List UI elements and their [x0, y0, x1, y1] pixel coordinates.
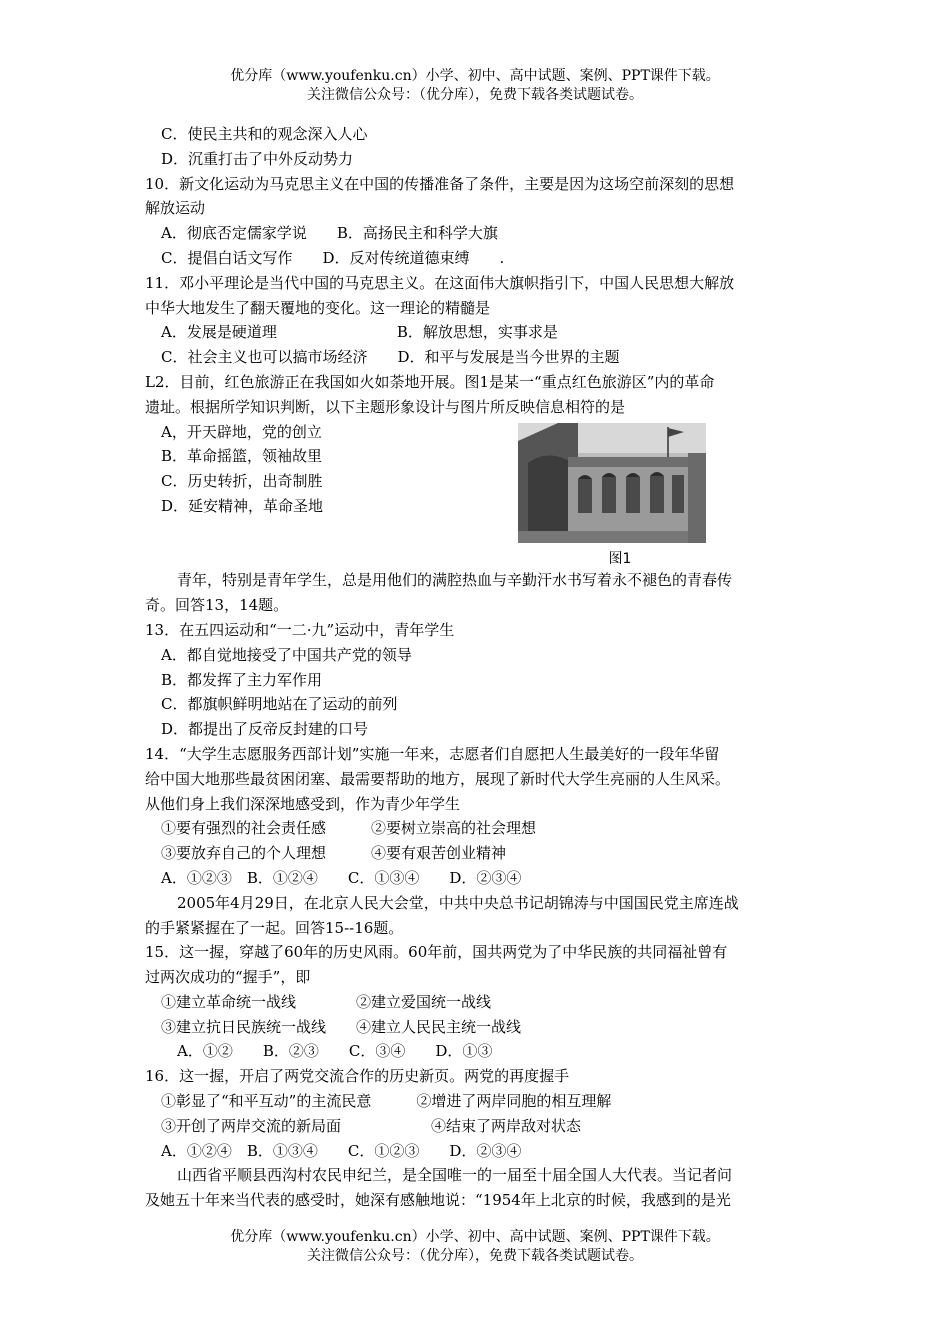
text-line: ①要有强烈的社会责任感 ②要树立崇高的社会理想: [161, 819, 537, 838]
text-line: 2005年4月29日，在北京人民大会堂，中共中央总书记胡锦涛与中国国民党主席连战: [177, 893, 739, 912]
footer-line-2: 关注微信公众号：（优分库），免费下载各类试题试卷。: [307, 1248, 643, 1264]
text-line: B．革命摇篮，领袖故里: [161, 447, 323, 466]
text-line: ①彰显了“和平互动”的主流民意 ②增进了两岸同胞的相互理解: [161, 1092, 612, 1111]
text-line: ③要放弃自己的个人理想 ④要有艰苦创业精神: [161, 844, 507, 863]
text-line: D．都提出了反帝反封建的口号: [161, 720, 369, 739]
page-header: [0, 67, 950, 105]
text-line: A．都自觉地接受了中国共产党的领导: [161, 645, 412, 664]
header-line-1: 优分库（www.youfenku.cn）小学、初中、高中试题、案例、PPT课件下载。: [230, 68, 720, 84]
text-line: B．都发挥了主力军作用: [161, 670, 323, 689]
text-line: 给中国大地那些最贫困闭塞、最需要帮助的地方，展现了新时代大学生亮丽的人生风采。: [145, 769, 731, 788]
text-line: C．使民主共和的观念深入人心: [161, 125, 368, 143]
exam-content: [145, 122, 810, 1213]
text-line: 解放运动: [145, 199, 206, 218]
revolutionary-site-building-image: [518, 423, 706, 543]
text-line: L2．目前，红色旅游正在我国如火如荼地开展。图1是某一“重点红色旅游区”内的革命: [145, 372, 715, 391]
text-line: [145, 544, 810, 569]
text-line: 14．“大学生志愿服务西部计划”实施一年来，志愿者们自愿把人生最美好的一段年华留: [145, 744, 720, 763]
text-line: C．提倡白话文写作 D．反对传统道德束缚 .: [161, 248, 505, 267]
footer-line-1: 优分库（www.youfenku.cn）小学、初中、高中试题、案例、PPT课件下载。: [230, 1229, 720, 1245]
text-line: C．历史转折，出奇制胜: [161, 472, 323, 491]
text-line: D．延安精神，革命圣地: [161, 496, 324, 515]
text-line: 11．邓小平理论是当代中国的马克思主义。在这面伟大旗帜指引下，中国人民思想大解放: [145, 273, 735, 292]
text-line: 10．新文化运动为马克思主义在中国的传播准备了条件，主要是因为这场空前深刻的思想: [145, 174, 735, 193]
text-line: 遗址。根据所学知识判断，以下主题形象设计与图片所反映信息相符的是: [145, 397, 626, 416]
text-line: 奇。回答13，14题。: [145, 596, 289, 615]
text-line: A．①② B．②③ C．③④ D．①③: [177, 1042, 493, 1061]
text-line: A．①②④ B．①③④ C．①②③ D．②③④: [161, 1141, 522, 1160]
text-line: D．沉重打击了中外反动势力: [161, 149, 354, 168]
text-line: [145, 519, 810, 544]
text-line: C．都旗帜鲜明地站在了运动的前列: [161, 695, 398, 714]
text-line: 及她五十年来当代表的感受时，她深有感触地说：“1954年上北京的时候，我感到的是光: [145, 1191, 731, 1210]
header-line-2: 关注微信公众号：（优分库），免费下载各类试题试卷。: [307, 87, 643, 103]
text-line: 13．在五四运动和“一二·九”运动中，青年学生: [145, 620, 455, 639]
text-line: 过两次成功的“握手”，即: [145, 968, 311, 987]
text-line: A，开天辟地，党的创立: [161, 422, 322, 441]
figure-1-photo: [518, 423, 706, 543]
text-line: 从他们身上我们深深地感受到，作为青少年学生: [145, 794, 461, 813]
text-line: 青年，特别是青年学生，总是用他们的满腔热血与辛勤汗水书写着永不褪色的青春传: [177, 571, 733, 590]
text-line: ③建立抗日民族统一战线 ④建立人民民主统一战线: [161, 1017, 522, 1036]
text-line: C．社会主义也可以搞市场经济 D．和平与发展是当今世界的主题: [161, 348, 620, 367]
text-line: A．发展是硬道理 B．解放思想，实事求是: [161, 323, 558, 342]
page-footer: [0, 1228, 950, 1266]
text-line: 山西省平顺县西沟村农民申纪兰，是全国唯一的一届至十届全国人大代表。当记者问: [177, 1166, 733, 1185]
text-line: A．①②③ B．①②④ C．①③④ D．②③④: [161, 868, 522, 887]
text-line: 15．这一握，穿越了60年的历史风雨。60年前，国共两党为了中华民族的共同福祉曾有: [145, 943, 728, 962]
text-line: ①建立革命统一战线 ②建立爱国统一战线: [161, 992, 492, 1011]
text-line: 的手紧紧握在了一起。回答15--16题。: [145, 918, 404, 937]
text-line: 16．这一握，开启了两党交流合作的历史新页。两党的再度握手: [145, 1067, 570, 1086]
text-line: A．彻底否定儒家学说 B．高扬民主和科学大旗: [161, 224, 498, 243]
figure-caption: 图1: [608, 551, 632, 567]
text-line: ③开创了两岸交流的新局面 ④结束了两岸敌对状态: [161, 1116, 582, 1135]
text-line: 中华大地发生了翻天覆地的变化。这一理论的精髓是: [145, 298, 491, 317]
